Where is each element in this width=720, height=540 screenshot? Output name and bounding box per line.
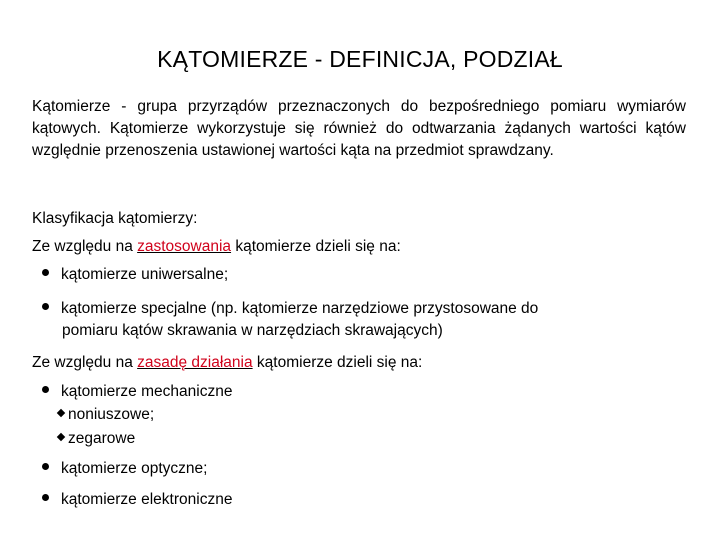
bullet-icon bbox=[42, 386, 49, 393]
section1-prefix: Ze względu na bbox=[32, 238, 138, 255]
list-item bbox=[42, 298, 538, 320]
bullet-icon bbox=[42, 303, 49, 310]
list-item-text: kątomierze specjalne (np. kątomierze narzędziowe przystosowane do bbox=[61, 300, 539, 317]
section2-prefix: Ze względu na bbox=[32, 354, 138, 371]
list-item bbox=[42, 458, 207, 480]
section2-keyword: zasadę działania bbox=[137, 354, 253, 371]
list-item bbox=[42, 264, 228, 286]
list-item-text: kątomierze mechaniczne bbox=[61, 383, 233, 400]
sub-list-item bbox=[58, 404, 154, 426]
slide-title: KĄTOMIERZE - DEFINICJA, PODZIAŁ bbox=[157, 46, 563, 72]
section1-keyword: zastosowania bbox=[137, 238, 232, 255]
bullet-icon bbox=[42, 463, 49, 470]
list-item bbox=[42, 381, 232, 403]
section1-suffix: kątomierze dzieli się na: bbox=[231, 238, 401, 255]
list-item-text: kątomierze elektroniczne bbox=[61, 491, 233, 508]
list-item-text: kątomierze optyczne; bbox=[61, 460, 208, 477]
diamond-bullet-icon bbox=[57, 409, 65, 417]
sub-list-item-text: noniuszowe; bbox=[68, 406, 155, 423]
list-item-continuation: pomiaru kątów skrawania w narzędziach skrawających) bbox=[62, 322, 443, 339]
section2-suffix: kątomierze dzieli się na: bbox=[252, 354, 423, 371]
section1-heading bbox=[32, 236, 401, 258]
sub-list-item bbox=[58, 428, 135, 450]
bullet-icon bbox=[42, 269, 49, 276]
definition-paragraph: Kątomierze - grupa przyrządów przeznaczonych do bezpośredniego pomiaru wymiarów kątowych. Kątomierze wykorzystuje się również do odtwarzania żądanych wartości kątów względnie przenoszenia ustawionej wartości kąta na przedmiot sprawdzany. bbox=[32, 98, 686, 159]
diamond-bullet-icon bbox=[57, 433, 65, 441]
classification-heading: Klasyfikacja kątomierzy: bbox=[32, 210, 198, 227]
section2-heading bbox=[32, 352, 422, 374]
list-item bbox=[42, 489, 232, 511]
bullet-icon bbox=[42, 494, 49, 501]
sub-list-item-text: zegarowe bbox=[68, 430, 136, 447]
list-item-text: kątomierze uniwersalne; bbox=[61, 266, 229, 283]
